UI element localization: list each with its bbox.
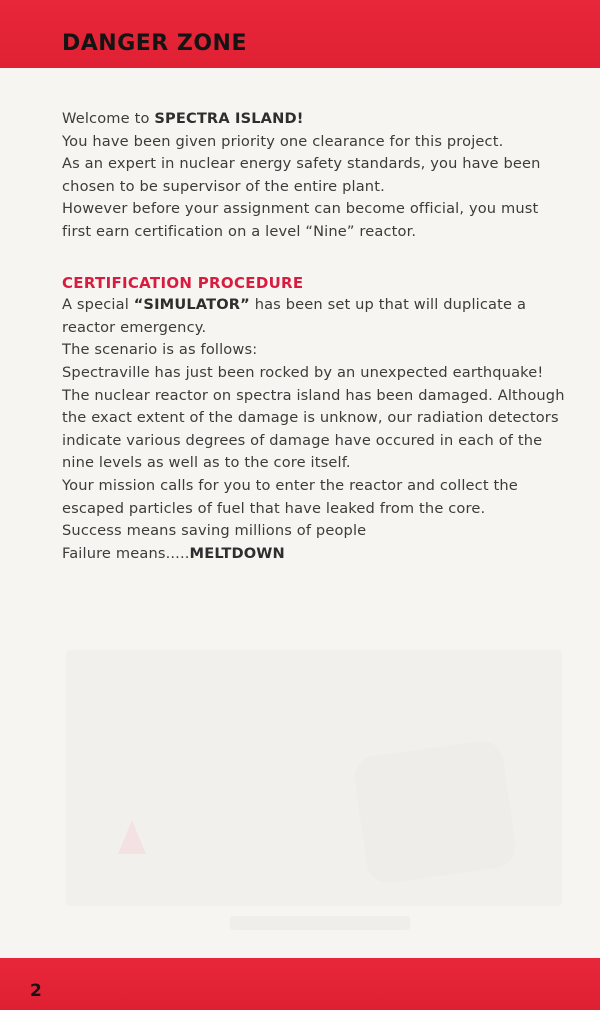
special-suffix: has been set up that will duplicate a reactor emergency. bbox=[62, 296, 527, 336]
simulator-paragraph bbox=[62, 294, 572, 339]
island-name: SPECTRA ISLAND! bbox=[154, 110, 304, 127]
faded-robot-icon bbox=[352, 738, 518, 886]
bottom-red-band bbox=[0, 958, 600, 1010]
page-number: 2 bbox=[30, 981, 42, 1001]
however-paragraph: However before your assignment can become official, you must first earn certification on a level “Nine” reactor. bbox=[62, 200, 539, 240]
failure-prefix: Failure means..... bbox=[62, 544, 190, 562]
special-prefix: A special bbox=[62, 296, 134, 314]
meltdown-label: MELTDOWN bbox=[189, 544, 285, 562]
page-title: DANGER ZONE bbox=[62, 31, 247, 56]
damaged-paragraph: The nuclear reactor on spectra island has been damaged. Although the exact extent of the damage is unknow, our radiation detectors indicate various degrees of damage have occured in each of the nine levels as well as to the core itself. bbox=[62, 386, 565, 472]
faded-arrow-icon bbox=[118, 820, 146, 854]
faded-caption bbox=[230, 916, 410, 930]
certification-procedure-heading: CERTIFICATION PROCEDURE bbox=[62, 273, 304, 292]
simulator-label: “SIMULATOR” bbox=[133, 296, 250, 314]
scenario-paragraph: The scenario is as follows: bbox=[62, 341, 258, 359]
welcome-paragraph bbox=[62, 108, 572, 131]
clearance-paragraph: You have been given priority one clearance for this project. bbox=[62, 132, 504, 150]
welcome-prefix: Welcome to bbox=[62, 110, 155, 127]
failure-paragraph bbox=[62, 543, 572, 566]
manual-body bbox=[62, 108, 572, 565]
success-paragraph: Success means saving millions of people bbox=[62, 522, 367, 540]
mission-paragraph: Your mission calls for you to enter the reactor and collect the escaped particles of fuel that have leaked from the core. bbox=[62, 476, 518, 517]
expert-paragraph: As an expert in nuclear energy safety standards, you have been chosen to be supervisor of the entire plant. bbox=[62, 155, 541, 195]
earthquake-paragraph: Spectraville has just been rocked by an unexpected earthquake! bbox=[62, 363, 544, 381]
